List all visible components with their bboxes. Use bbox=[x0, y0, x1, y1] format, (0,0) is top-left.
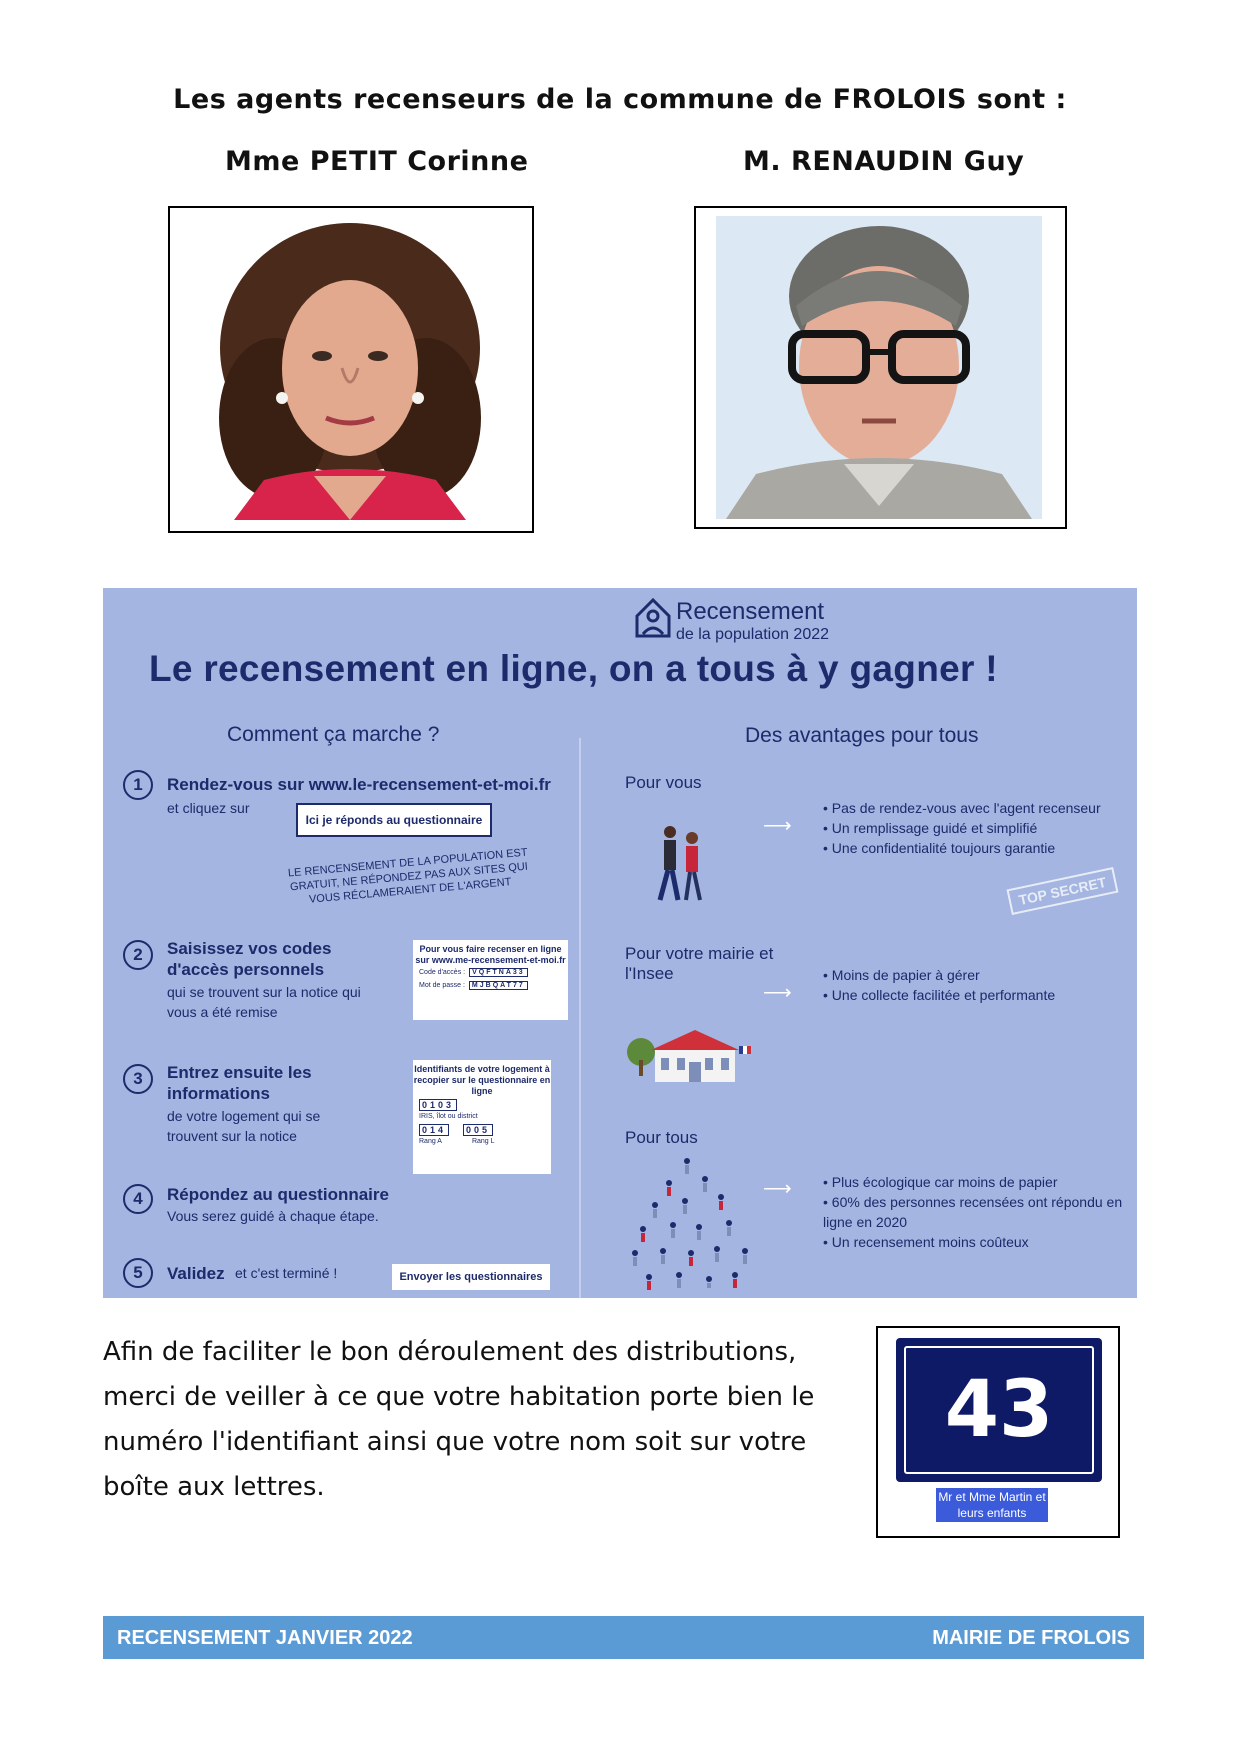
top-secret-stamp: TOP SECRET bbox=[1006, 867, 1118, 915]
access-codes-card bbox=[413, 940, 568, 1020]
list-item: • Un remplissage guidé et simplifié bbox=[823, 818, 1101, 838]
list-item: • Plus écologique car moins de papier bbox=[823, 1172, 1123, 1192]
agent-photo-2 bbox=[694, 206, 1067, 529]
footer-left: RECENSEMENT JANVIER 2022 bbox=[117, 1627, 413, 1649]
step-2-sub: qui se trouvent sur la notice qui vous a été remise bbox=[167, 984, 361, 1020]
list-item: • Pas de rendez-vous avec l'agent recenseur bbox=[823, 798, 1101, 818]
list-item: • Une collecte facilitée et performante bbox=[823, 985, 1055, 1005]
census-infographic bbox=[103, 588, 1137, 1298]
column-divider bbox=[579, 738, 581, 1298]
password-label: Mot de passe : bbox=[419, 982, 465, 989]
agent-name-1: Mme PETIT Corinne bbox=[225, 146, 529, 177]
advantage-list-all bbox=[823, 1172, 1123, 1252]
agent-name-2: M. RENAUDIN Guy bbox=[743, 146, 1025, 177]
free-census-note: LE RENCENSEMENT DE LA POPULATION EST GRATUIT, NE RÉPONDEZ PAS AUX SITES QUI VOUS RÉCLAMERAIENT DE L'ARGENT bbox=[287, 846, 529, 906]
access-code-label: Code d'accès : bbox=[419, 969, 466, 976]
house-number-plate-frame bbox=[876, 1326, 1120, 1538]
house-person-icon bbox=[633, 596, 673, 640]
list-item: • Un recensement moins coûteux bbox=[823, 1232, 1123, 1252]
step-4-number: 4 bbox=[123, 1184, 153, 1214]
advantage-list-mairie bbox=[823, 965, 1055, 1005]
house-number: 43 bbox=[904, 1346, 1094, 1474]
woman-portrait-image bbox=[214, 218, 486, 520]
step-1-title: Rendez-vous sur www.le-recensement-et-moi.fr bbox=[167, 775, 551, 794]
arrow-icon: ⟶ bbox=[763, 815, 792, 837]
how-it-works-title: Comment ça marche ? bbox=[227, 723, 440, 746]
send-questionnaires-button[interactable]: Envoyer les questionnaires bbox=[392, 1264, 550, 1290]
list-item: • 60% des personnes recensées ont répondu en ligne en 2020 bbox=[823, 1192, 1123, 1232]
rang-l-code: 005 bbox=[463, 1124, 493, 1136]
mailbox-name-label: Mr et Mme Martin et leurs enfants bbox=[936, 1488, 1048, 1522]
advantage-label-all: Pour tous bbox=[625, 1128, 698, 1147]
step-5-number: 5 bbox=[123, 1258, 153, 1288]
brand-subtitle: de la population 2022 bbox=[676, 626, 830, 643]
step-5-title: Validez bbox=[167, 1264, 225, 1283]
man-portrait-image bbox=[716, 216, 1042, 519]
iris-code: 0103 bbox=[419, 1099, 457, 1111]
access-code-value: VQFTNA33 bbox=[469, 968, 528, 977]
brand-title: Recensement bbox=[676, 598, 825, 625]
town-hall-icon bbox=[625, 1020, 755, 1090]
step-2-title: Saisissez vos codes d'accès personnels bbox=[167, 939, 332, 979]
housing-ids-card bbox=[413, 1060, 551, 1174]
step-1-sub: et cliquez sur bbox=[167, 800, 250, 816]
crowd-icon bbox=[625, 1153, 755, 1293]
step-5-sub: et c'est terminé ! bbox=[235, 1265, 338, 1281]
step-3-sub: de votre logement qui se trouvent sur la notice bbox=[167, 1108, 321, 1144]
agent-photo-1 bbox=[168, 206, 534, 533]
step-1-number: 1 bbox=[123, 770, 153, 800]
step-3-number: 3 bbox=[123, 1064, 153, 1094]
iris-label: IRIS, îlot ou district bbox=[419, 1113, 478, 1120]
advantages-title: Des avantages pour tous bbox=[745, 724, 979, 747]
arrow-icon: ⟶ bbox=[763, 982, 792, 1004]
advantage-list-you bbox=[823, 798, 1101, 858]
password-value: MJBQAT77 bbox=[469, 981, 528, 990]
arrow-icon: ⟶ bbox=[763, 1178, 792, 1200]
house-number-plate bbox=[896, 1338, 1102, 1482]
step-4-sub: Vous serez guidé à chaque étape. bbox=[167, 1208, 379, 1224]
walking-couple-icon bbox=[650, 824, 710, 904]
footer-right: MAIRIE DE FROLOIS bbox=[932, 1627, 1130, 1649]
reply-questionnaire-button[interactable]: Ici je réponds au questionnaire bbox=[296, 803, 492, 837]
rang-l-label: Rang L bbox=[471, 1138, 495, 1145]
rang-a-code: 014 bbox=[419, 1124, 449, 1136]
page-title: Les agents recenseurs de la commune de FROLOIS sont : bbox=[173, 84, 1067, 115]
access-codes-card-title: Pour vous faire recenser en ligne sur www.me-recensement-et-moi.fr bbox=[415, 944, 566, 965]
advantage-label-you: Pour vous bbox=[625, 773, 702, 792]
list-item: • Moins de papier à gérer bbox=[823, 965, 1055, 985]
step-2-number: 2 bbox=[123, 940, 153, 970]
housing-ids-card-title: Identifiants de votre logement à recopier sur le questionnaire en ligne bbox=[413, 1064, 551, 1096]
distribution-paragraph: Afin de faciliter le bon déroulement des distributions, merci de veiller à ce que votre habitation porte bien le numéro l'identifiant ainsi que votre nom soit sur votre boîte aux lettres. bbox=[103, 1337, 815, 1502]
step-3-title: Entrez ensuite les informations bbox=[167, 1063, 312, 1103]
rang-a-label: Rang A bbox=[419, 1138, 442, 1145]
infographic-headline: Le recensement en ligne, on a tous à y gagner ! bbox=[149, 648, 998, 689]
advantage-label-mairie: Pour votre mairie et l'Insee bbox=[625, 944, 774, 983]
step-4-title: Répondez au questionnaire bbox=[167, 1185, 389, 1204]
list-item: • Une confidentialité toujours garantie bbox=[823, 838, 1101, 858]
footer-bar bbox=[103, 1616, 1144, 1659]
